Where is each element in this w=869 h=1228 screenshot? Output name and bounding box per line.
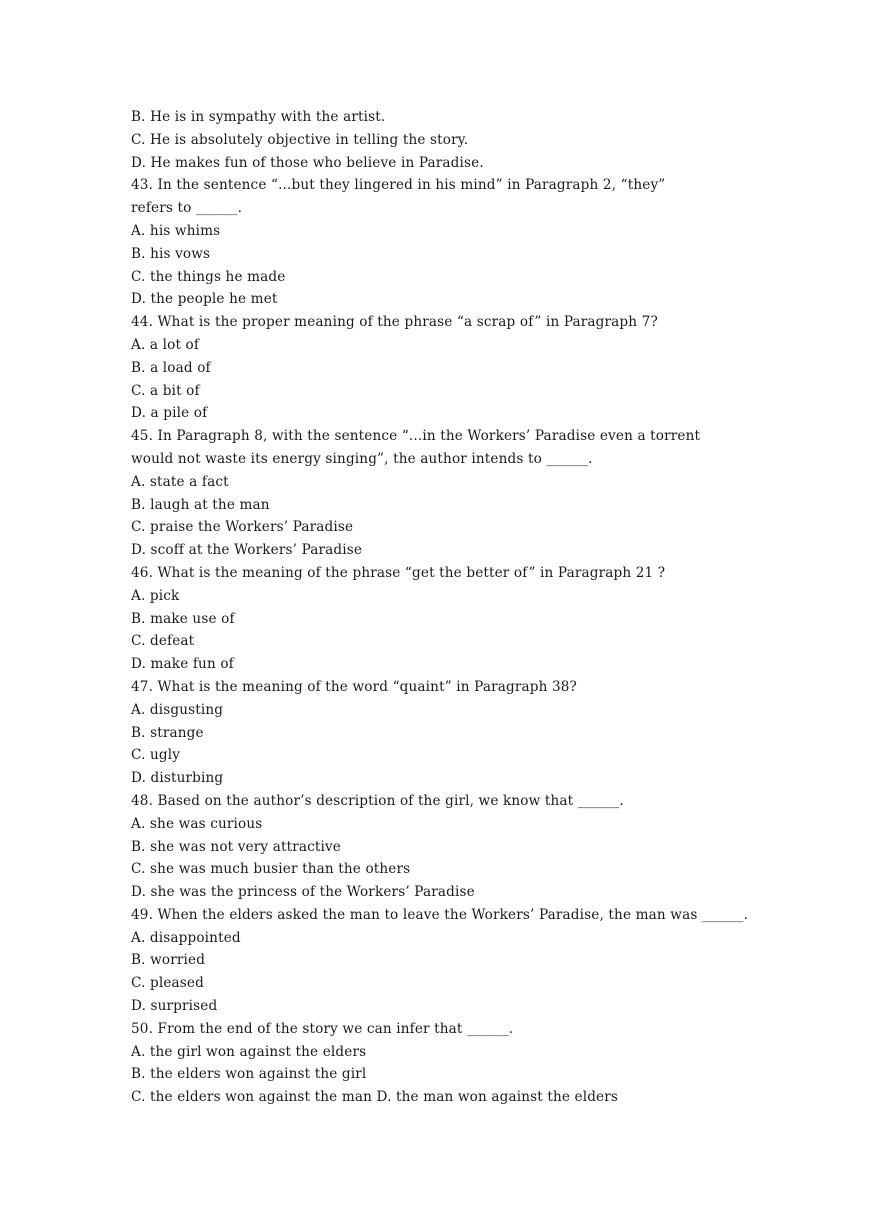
question-50: 50. From the end of the story we can infer that ______. [131, 1020, 514, 1037]
option-43-a: A. his whims [131, 222, 221, 239]
question-44: 44. What is the proper meaning of the phrase “a scrap of” in Paragraph 7? [131, 314, 658, 331]
question-49: 49. When the elders asked the man to leave the Workers’ Paradise, the man was ______. [131, 906, 749, 923]
option-42-c: C. He is absolutely objective in telling the story. [131, 131, 469, 148]
option-44-d: D. a pile of [131, 405, 208, 422]
option-47-c: C. ugly [131, 747, 181, 764]
option-42-d: D. He makes fun of those who believe in Paradise. [131, 154, 484, 171]
option-50-b: B. the elders won against the girl [131, 1066, 367, 1083]
option-45-a: A. state a fact [131, 473, 229, 490]
option-47-a: A. disgusting [131, 701, 224, 718]
option-43-c: C. the things he made [131, 268, 286, 285]
option-43-d: D. the people he met [131, 291, 278, 308]
option-49-c: C. pleased [131, 975, 204, 992]
question-45-continued: would not waste its energy singing”, the author intends to ______. [131, 450, 593, 467]
question-43: 43. In the sentence “...but they lingered in his mind” in Paragraph 2, “they” [131, 177, 666, 194]
option-50-c-d: C. the elders won against the man D. the man won against the elders [131, 1089, 619, 1106]
option-50-a: A. the girl won against the elders [131, 1043, 367, 1060]
document-body [131, 106, 751, 1109]
option-46-a: A. pick [131, 587, 180, 604]
option-48-a: A. she was curious [131, 815, 263, 832]
option-47-b: B. strange [131, 724, 204, 741]
option-46-c: C. defeat [131, 633, 195, 650]
option-42-b: B. He is in sympathy with the artist. [131, 109, 386, 125]
question-47: 47. What is the meaning of the word “quaint” in Paragraph 38? [131, 678, 577, 695]
question-43-continued: refers to ______. [131, 200, 243, 217]
option-45-c: C. praise the Workers’ Paradise [131, 519, 354, 536]
option-45-d: D. scoff at the Workers’ Paradise [131, 542, 363, 559]
option-44-c: C. a bit of [131, 382, 200, 399]
option-44-a: A. a lot of [131, 336, 200, 353]
question-45: 45. In Paragraph 8, with the sentence “...in the Workers’ Paradise even a torrent [131, 428, 701, 445]
option-46-b: B. make use of [131, 610, 235, 627]
option-48-b: B. she was not very attractive [131, 838, 341, 855]
option-46-d: D. make fun of [131, 656, 234, 673]
option-49-b: B. worried [131, 952, 206, 969]
question-46: 46. What is the meaning of the phrase “get the better of” in Paragraph 21 ? [131, 564, 666, 581]
option-48-c: C. she was much busier than the others [131, 861, 411, 878]
option-49-d: D. surprised [131, 998, 218, 1015]
option-44-b: B. a load of [131, 359, 211, 376]
option-48-d: D. she was the princess of the Workers’ Paradise [131, 884, 475, 901]
option-45-b: B. laugh at the man [131, 496, 270, 513]
option-47-d: D. disturbing [131, 770, 224, 787]
option-49-a: A. disappointed [131, 929, 241, 946]
option-43-b: B. his vows [131, 245, 211, 262]
question-48: 48. Based on the author’s description of the girl, we know that ______. [131, 792, 624, 809]
